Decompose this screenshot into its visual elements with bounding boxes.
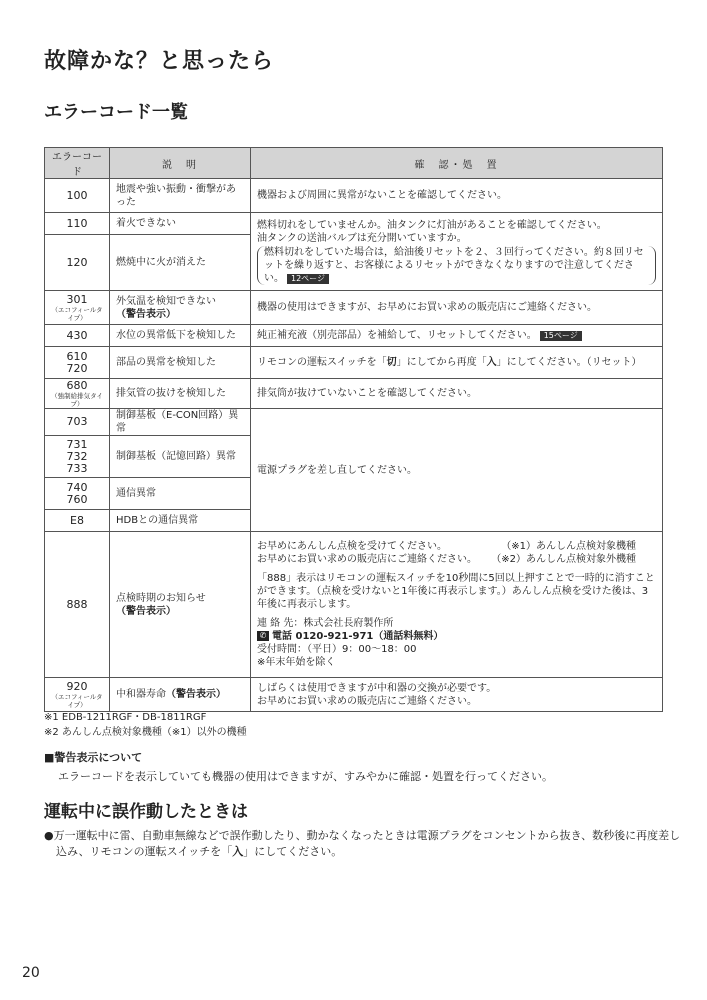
- error-desc: 通信異常: [110, 478, 251, 510]
- error-code: 888: [45, 532, 110, 678]
- error-desc: 中和器寿命（警告表示）: [110, 678, 251, 712]
- page-number: 20: [22, 965, 40, 981]
- fuel-line1: 燃料切れをしていませんか。油タンクに灯油があることを確認してください。: [257, 219, 607, 231]
- error-desc: HDBとの通信異常: [110, 510, 251, 532]
- footnote-2: ※2 あんしん点検対象機種（※1）以外の機種: [44, 727, 247, 738]
- error-desc: 制御基板（記憶回路）異常: [110, 436, 251, 478]
- error-code: 301 （エコフィールタイプ）: [45, 291, 110, 325]
- malfunction-bullet: ●万一運転中に雷、自動車無線などで誤作動したり、動かなくなったときは電源プラグをコンセントから抜き、数秒後に再度差し込み、リモコンの運転スイッチを「入」にしてください。: [44, 829, 681, 858]
- fuel-action: [251, 213, 663, 291]
- error-action: 排気筒が抜けていないことを確認してください。: [251, 379, 663, 409]
- table-row: [45, 678, 663, 712]
- error-desc: 制御基板（E-CON回路）異常: [110, 409, 251, 436]
- page-title: 故障かな？と思ったら: [44, 49, 275, 74]
- warning-title: ■警告表示について: [44, 751, 143, 764]
- footnote-1: ※1 EDB-1211RGF・DB-1811RGF: [44, 712, 207, 723]
- check-action: [251, 532, 663, 678]
- error-action: 機器の使用はできますが、お早めにお買い求めの販売店にご連絡ください。: [251, 291, 663, 325]
- error-code: 703: [45, 409, 110, 436]
- holiday-note: ※年末年始を除く: [257, 657, 336, 668]
- error-desc: 点検時期のお知らせ （警告表示）: [110, 532, 251, 678]
- error-code: 740 760: [45, 478, 110, 510]
- page-ref-badge: 15ページ: [540, 331, 582, 341]
- error-desc: 燃焼中に火が消えた: [110, 235, 251, 291]
- contact: 連 絡 先：株式会社長府製作所: [257, 618, 394, 629]
- error-action: 純正補充液（別売部品）を補給して、リセットしてください。 15ページ: [251, 325, 663, 347]
- error-code: E8: [45, 510, 110, 532]
- error-code: 920 （エコフィールタイプ）: [45, 678, 110, 712]
- code-sub: （強制給排気タイプ）: [51, 391, 103, 408]
- table-row: [45, 347, 663, 379]
- section2-title: 運転中に誤作動したときは: [44, 802, 248, 822]
- header-action: 確 認・処 置: [251, 148, 663, 179]
- error-desc: 地震や強い振動・衝撃があった: [110, 179, 251, 213]
- warning-text: エラーコードを表示していても機器の使用はできますが、すみやかに確認・処置を行ってください。: [58, 770, 553, 783]
- table-row: [45, 179, 663, 213]
- header-desc: 説 明: [110, 148, 251, 179]
- table-row: [45, 409, 663, 436]
- section-title: エラーコード一覧: [44, 102, 188, 123]
- error-desc: 水位の異常低下を検知した: [110, 325, 251, 347]
- error-code: 610 720: [45, 347, 110, 379]
- error-action: 機器および周囲に異常がないことを確認してください。: [251, 179, 663, 213]
- check-888-info: 「888」表示はリモコンの運転スイッチを10秒間に5回以上押すことで一時的に消すことができます。（点検を受けないと1年後に再表示します。）あんしん点検を受けた後は、3年後に再表示します。: [257, 573, 655, 610]
- phone: ✆ 電話 0120-921-971（通話料無料）: [257, 630, 656, 643]
- check-line1: お早めにあんしん点検を受けてください。 （※1）あんしん点検対象機種: [257, 541, 636, 552]
- error-desc: 排気管の抜けを検知した: [110, 379, 251, 409]
- error-desc: 着火できない: [110, 213, 251, 235]
- code-sub: （エコフィールタイプ）: [51, 692, 103, 709]
- check-line2: お早めにお買い求めの販売店にご連絡ください。 （※2）あんしん点検対象外機種: [257, 554, 636, 565]
- table-row: [45, 532, 663, 678]
- header-code: エラーコード: [45, 148, 110, 179]
- table-row: [45, 325, 663, 347]
- fuel-line2: 油タンクの送油バルブは充分開いていますか。: [257, 232, 467, 244]
- page-ref-badge: 12ページ: [287, 274, 329, 284]
- fuel-paren-note: 燃料切れをしていた場合は，給油後リセットを２、３回行ってください。約８回リセットを繰り返すと、お客様によるリセットができなくなりますので注意してください。 12ページ: [257, 246, 656, 285]
- error-desc: 部品の異常を検知した: [110, 347, 251, 379]
- table-row: [45, 213, 663, 235]
- error-code: 680 （強制給排気タイプ）: [45, 379, 110, 409]
- table-row: [45, 291, 663, 325]
- error-code: 731 732 733: [45, 436, 110, 478]
- code-sub: （エコフィールタイプ）: [51, 305, 103, 322]
- phone-icon: ✆: [257, 631, 269, 641]
- plug-action: 電源プラグを差し直してください。: [251, 409, 663, 532]
- error-code: 430: [45, 325, 110, 347]
- error-code: 110: [45, 213, 110, 235]
- error-code: 100: [45, 179, 110, 213]
- error-action: リモコンの運転スイッチを「切」にしてから再度「入」にしてください。（リセット）: [251, 347, 663, 379]
- error-action: しばらくは使用できますが中和器の交換が必要です。 お早めにお買い求めの販売店にご連絡ください。: [251, 678, 663, 712]
- table-row: [45, 379, 663, 409]
- hours: 受付時間：（平日）9：00～18：00: [257, 644, 417, 655]
- error-desc: 外気温を検知できない （警告表示）: [110, 291, 251, 325]
- error-code: 120: [45, 235, 110, 291]
- error-code-table: [44, 147, 663, 712]
